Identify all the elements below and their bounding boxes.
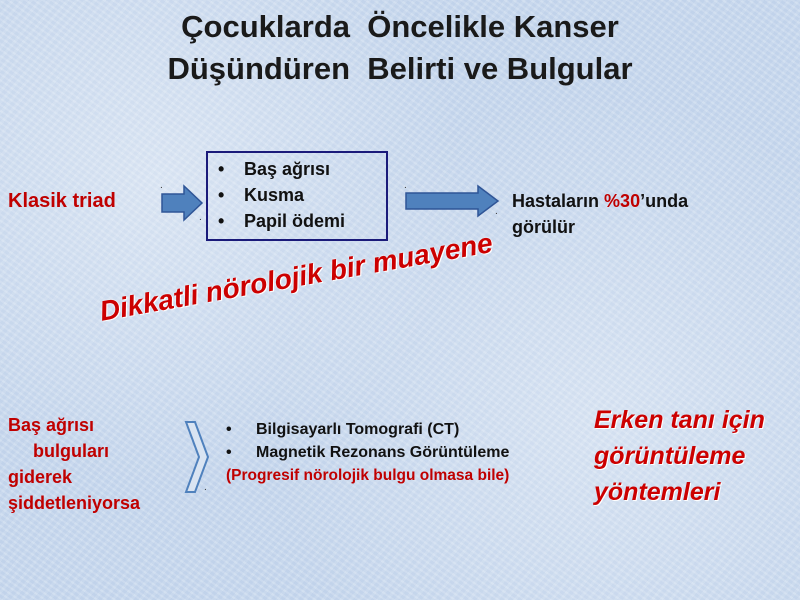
triad-item: • Baş ağrısı <box>218 156 386 182</box>
dikkatli-muayene-text: Dikkatli nörolojik bir muayene <box>97 227 495 327</box>
triad-item: • Papil ödemi <box>218 208 386 234</box>
title-line-1: Çocuklarda Öncelikle Kanser <box>181 9 619 44</box>
long-right-arrow-icon <box>404 184 500 218</box>
title-line-2: Düşündüren Belirti ve Bulgular <box>167 51 633 86</box>
dot-marker: . <box>199 212 202 223</box>
result-text: Hastaların %30’unda görülür <box>512 191 689 237</box>
bullet-icon: • <box>218 185 225 205</box>
bullet-icon: • <box>218 211 225 231</box>
percent-value: %30 <box>604 191 641 211</box>
bullet-icon: • <box>218 159 225 179</box>
imaging-item: • Magnetik Rezonans Görüntüleme <box>226 441 606 464</box>
bas-agrisi-text: Baş ağrısı bulguları giderek şiddetleniyorsa <box>8 415 141 513</box>
dot-marker: . <box>204 482 207 493</box>
imaging-item: • Bilgisayarlı Tomografi (CT) <box>226 418 606 441</box>
erken-tani-text: Erken tanı için görüntüleme yöntemleri <box>594 406 765 506</box>
klasik-triad-label: Klasik triad <box>8 190 116 212</box>
dot-marker: . <box>495 206 498 217</box>
bullet-icon: • <box>226 421 232 438</box>
imaging-list <box>226 418 606 488</box>
triad-box <box>206 151 388 241</box>
progresif-note: (Progresif nörolojik bulgu olmasa bile) <box>226 467 510 484</box>
right-arrow-icon <box>160 184 204 222</box>
dot-marker: . <box>404 180 407 191</box>
slide-title <box>0 6 800 90</box>
bullet-icon: • <box>226 444 232 461</box>
dot-marker: . <box>160 180 163 191</box>
triad-item: • Kusma <box>218 182 386 208</box>
